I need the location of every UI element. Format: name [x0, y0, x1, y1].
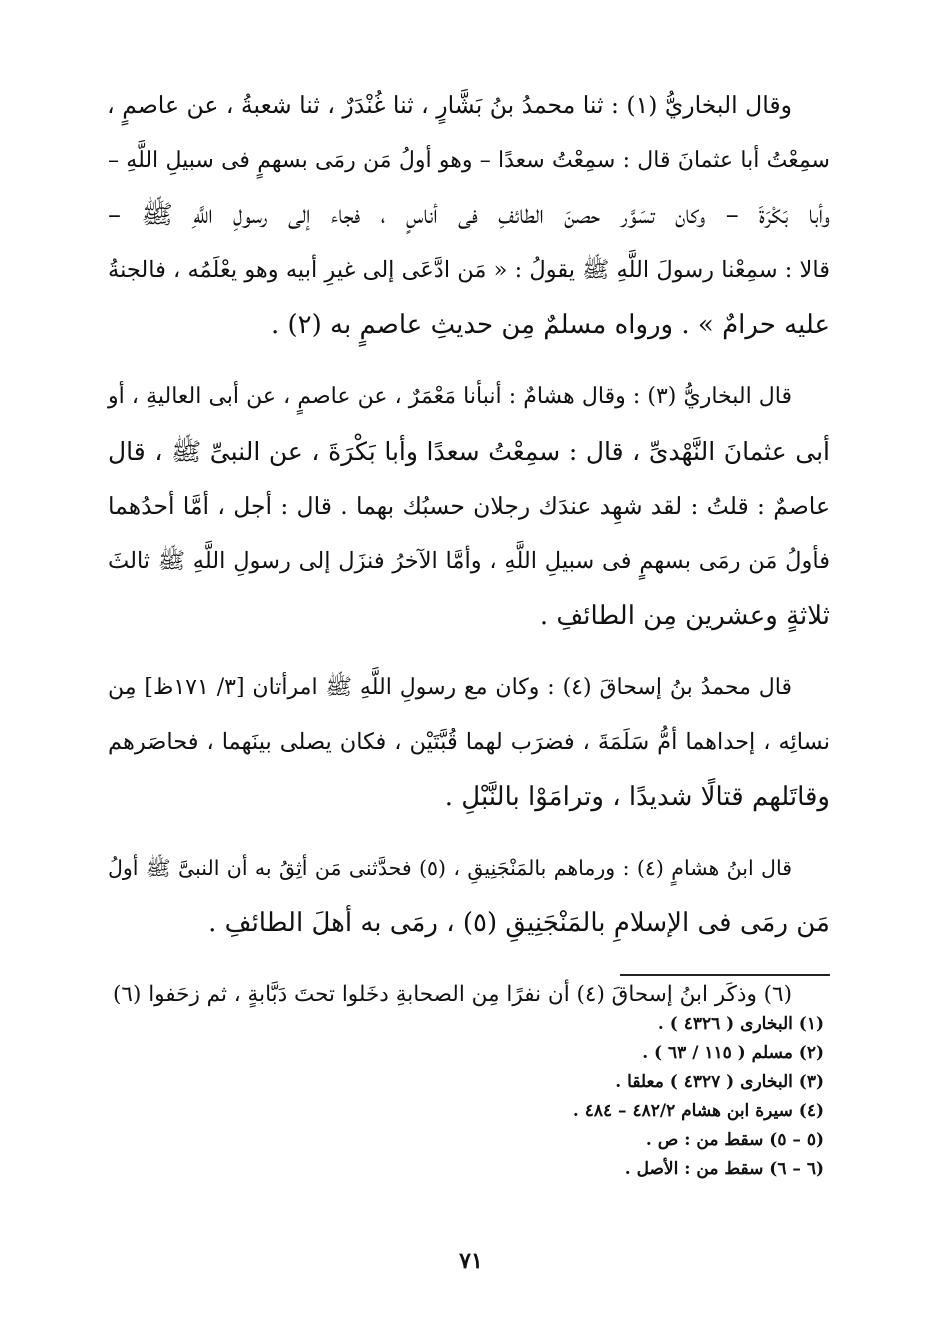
text-line: عاصمٌ : قلتُ : لقد شهِد عندَك رجلان حسبُك بهما . قال : أجل ، أمَّا أحدُهما [108, 492, 830, 520]
text-line: نسائِه ، إحداهما أمُّ سَلَمَةَ ، فضرَب لهما قُبَّتَيْن ، فكان يصلى بينَهما ، فحاصَرهم [108, 729, 830, 755]
footnotes [410, 1010, 830, 1184]
text-line: قالا : سمِعْنا رسولَ اللَّهِ ﷺ يقولُ : « مَن ادَّعَى إلى غيرِ أبيه وهو يعْلَمُه ، فالجنةُ [108, 257, 830, 283]
footnote-divider [620, 974, 830, 976]
text-line: قال ابنُ هشامٍ (٤) : ورماهم بالمَنْجَنِيقِ ، (٥) فحدَّثنى مَن أثِقُ به أن النبىَّ ﷺ أولُ [108, 856, 792, 880]
text-line: (٦) وذكَر ابنُ إسحاقَ (٤) أن نفرًا مِن الصحابةِ دخَلوا تحتَ دَبَّابةٍ ، ثم زحَفوا (٦) [113, 982, 792, 1007]
footnote: (٣) البخارى ( ٤٣٢٧ ) معلقا . [615, 1072, 824, 1092]
main-text [108, 78, 830, 1038]
footnote: (٦ – ٦) سقط من : الأصل . [624, 1159, 824, 1179]
footnote: (٥ – ٥) سقط من : ص . [645, 1130, 824, 1150]
text-line: فأولُ مَن رمَى بسهمٍ فى سبيلِ اللَّهِ ، وأمَّا الآخرُ فنزَل إلى رسولِ اللَّهِ ﷺ ثالثَ [108, 548, 830, 574]
text-line: قال البخاريُّ (٣) : وقال هشامٌ : أنبأنا مَعْمَرٌ ، عن عاصمٍ ، عن أبى العاليةِ ، أو [108, 384, 792, 409]
text-line: قال محمدُ بنُ إسحاقَ (٤) : وكان مع رسولِ اللَّهِ ﷺ امرأتان [٣/ ١٧١ظ] مِن [108, 675, 793, 700]
paragraph-1 [108, 78, 830, 353]
page-number: ٧١ [459, 1248, 483, 1274]
text-line: وقاتَلهم قتالًا شديدًا ، وترامَوْا بالنَّبْلِ . [444, 782, 830, 812]
text-line: مَن رمَى فى الإسلامِ بالمَنْجَنِيقِ (٥) ، رمَى به أهلَ الطائفِ . [208, 908, 830, 938]
text-line: وأبا بَكْرَةَ – وكان تسَوَّر حصنَ الطائفِ فى أناسٍ ، فجاء إلى رسولِ اللَّهِ ﷺ – [108, 200, 830, 230]
footnote: (١) البخارى ( ٤٣٢٦ ) . [657, 1014, 824, 1034]
paragraph-3 [108, 660, 830, 825]
text-line: ثلاثةٍ وعشرين مِن الطائفِ . [539, 601, 830, 631]
paragraph-2 [108, 369, 830, 644]
footnote: (٤) سيرة ابن هشام ٤٨٢/٢ – ٤٨٤ . [572, 1101, 824, 1121]
text-line: عليه حرامٌ » . ورواه مسلمٌ مِن حديثِ عاصمٍ به (٢) . [270, 310, 830, 340]
text-line: وقال البخاريُّ (١) : ثنا محمدُ بنُ بَشَّارٍ ، ثنا غُنْدَرٌ ، ثنا شعبةُ ، عن عاصمٍ ، [107, 91, 792, 119]
text-line: أبى عثمانَ النَّهْدىِّ ، قال : سمِعْتُ سعدًا وأبا بَكْرَةَ ، عن النبىِّ ﷺ ، قال [108, 437, 830, 466]
footnote: (٢) مسلم ( ١١٥ / ٦٣ ) . [642, 1043, 824, 1063]
paragraph-4 [108, 841, 830, 951]
text-line: سمِعْتُ أبا عثمانَ قال : سمِعْتُ سعدًا – وهو أولُ مَن رمَى بسهمٍ فى سبيلِ اللَّهِ – [108, 148, 830, 173]
